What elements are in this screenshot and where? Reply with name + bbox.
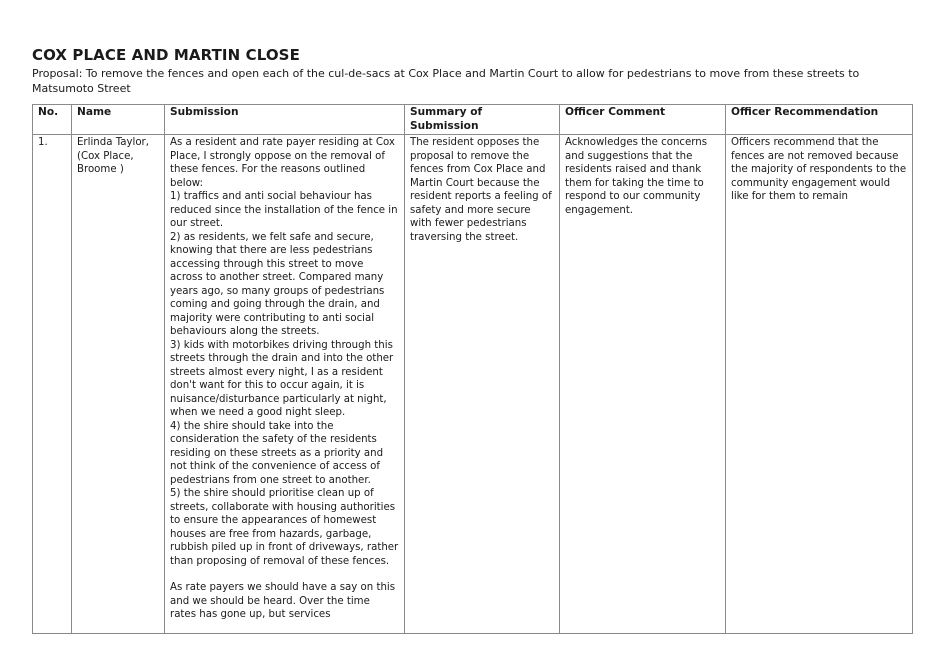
submission-paragraph: As a resident and rate payer residing at Cox Place, I strongly oppose on the removal of these fences. For the reasons outlined below: bbox=[170, 137, 395, 189]
cell-officer-recommendation: Officers recommend that the fences are not removed because the majority of respondents to the community engagement would like for them to remain bbox=[726, 135, 913, 634]
header-summary: Summary of Submission bbox=[405, 105, 560, 135]
table-header-row bbox=[33, 105, 913, 135]
header-submission: Submission bbox=[165, 105, 405, 135]
cell-no: 1. bbox=[33, 135, 72, 634]
header-officer-recommendation: Officer Recommendation bbox=[726, 105, 913, 135]
page-title: COX PLACE AND MARTIN CLOSE bbox=[32, 46, 300, 64]
submission-paragraph: 5) the shire should prioritise clean up of streets, collaborate with housing authorities to ensure the appearances of homewest houses are free from hazards, garbage, rubbish piled up in front of driveways, rather than proposing of removal of these fences. bbox=[170, 488, 399, 567]
header-name: Name bbox=[72, 105, 165, 135]
submission-paragraph: 2) as residents, we felt safe and secure, knowing that there are less pedestrians accessing through this street to move across to another street. Compared many years ago, so many groups of pedestrians coming and going through the drain, and majority were contributing to anti social behaviours along the streets. bbox=[170, 231, 385, 337]
submission-paragraph: 4) the shire should take into the consideration the safety of the residents residing on these streets as a priority and not think of the convenience of access of pedestrians from one street to another. bbox=[170, 420, 384, 486]
cell-name: Erlinda Taylor, (Cox Place, Broome ) bbox=[72, 135, 165, 634]
cell-submission bbox=[165, 135, 405, 634]
submission-paragraph: 3) kids with motorbikes driving through this streets through the drain and into the other streets almost every night, I as a resident don't want for this to occur again, it is nuisance/disturbance particularly at night, when we need a good night sleep. bbox=[170, 339, 394, 418]
submission-paragraph: As rate payers we should have a say on this and we should be heard. Over the time rates has gone up, but services bbox=[170, 582, 396, 620]
header-no: No. bbox=[33, 105, 72, 135]
proposal-text: Proposal: To remove the fences and open each of the cul-de-sacs at Cox Place and Martin Court to allow for pedestrians to move from these streets to Matsumoto Street bbox=[32, 67, 860, 95]
submission-paragraph: 1) traffics and anti social behaviour has reduced since the installation of the fence in our street. bbox=[170, 191, 398, 229]
cell-summary: The resident opposes the proposal to remove the fences from Cox Place and Martin Court because the resident reports a feeling of safety and more secure with fewer pedestrians traversing the street. bbox=[405, 135, 560, 634]
cell-officer-comment: Acknowledges the concerns and suggestions that the residents raised and thank them for taking the time to respond to our community engagement. bbox=[560, 135, 726, 634]
header-officer-comment: Officer Comment bbox=[560, 105, 726, 135]
submissions-table bbox=[32, 104, 913, 634]
table-row bbox=[33, 135, 913, 634]
